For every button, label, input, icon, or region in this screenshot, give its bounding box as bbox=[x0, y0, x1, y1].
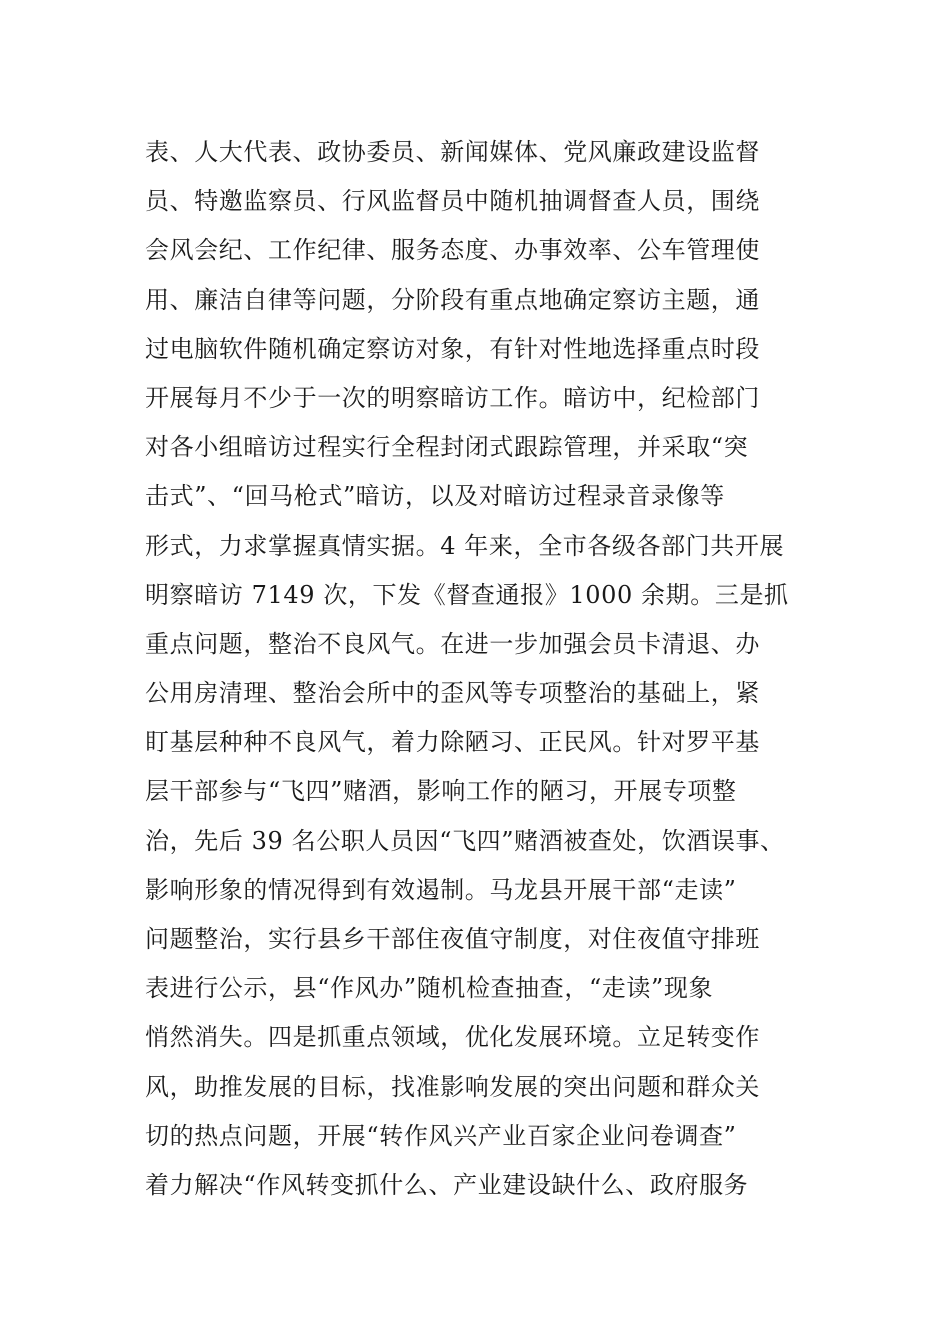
text-line: 员、特邀监察员、行风监督员中随机抽调督查人员，围绕 bbox=[145, 187, 760, 216]
text-line: 会风会纪、工作纪律、服务态度、办事效率、公车管理使 bbox=[145, 236, 760, 265]
text-line: 影响形象的情况得到有效遏制。马龙县开展干部“走读” bbox=[145, 875, 737, 904]
text-line: 着力解决“作风转变抓什么、产业建设缺什么、政府服务 bbox=[145, 1170, 749, 1199]
text-line: 过电脑软件随机确定察访对象，有针对性地选择重点时段 bbox=[145, 334, 760, 363]
text-line: 重点问题，整治不良风气。在进一步加强会员卡清退、办 bbox=[145, 629, 760, 658]
text-line: 明察暗访 7149 次，下发《督查通报》1000 余期。三是抓 bbox=[145, 580, 789, 609]
text-line: 公用房清理、整治会所中的歪风等专项整治的基础上，紧 bbox=[145, 679, 760, 708]
text-line: 开展每月不少于一次的明察暗访工作。暗访中，纪检部门 bbox=[145, 383, 760, 412]
text-line: 切的热点问题，开展“转作风兴产业百家企业问卷调查” bbox=[145, 1121, 737, 1150]
body-paragraph bbox=[145, 128, 825, 1210]
text-line: 悄然消失。四是抓重点领域，优化发展环境。立足转变作 bbox=[145, 1023, 760, 1052]
text-line: 击式”、“回马枪式”暗访，以及对暗访过程录音录像等 bbox=[145, 482, 725, 511]
text-line: 风，助推发展的目标，找准影响发展的突出问题和群众关 bbox=[145, 1072, 760, 1101]
text-line: 表进行公示，县“作风办”随机检查抽查，“走读”现象 bbox=[145, 974, 714, 1003]
text-line: 层干部参与“飞四”赌酒，影响工作的陋习，开展专项整 bbox=[145, 777, 737, 806]
text-line: 治，先后 39 名公职人员因“飞四”赌酒被查处，饮酒误事、 bbox=[145, 826, 785, 855]
text-line: 形式，力求掌握真情实据。4 年来，全市各级各部门共开展 bbox=[145, 531, 785, 560]
text-line: 用、廉洁自律等问题，分阶段有重点地确定察访主题，通 bbox=[145, 285, 760, 314]
text-line: 表、人大代表、政协委员、新闻媒体、党风廉政建设监督 bbox=[145, 138, 760, 166]
text-line: 对各小组暗访过程实行全程封闭式跟踪管理，并采取“突 bbox=[145, 433, 749, 462]
text-line: 问题整治，实行县乡干部住夜值守制度，对住夜值守排班 bbox=[145, 925, 760, 953]
text-line: 盯基层种种不良风气，着力除陋习、正民风。针对罗平基 bbox=[145, 728, 760, 757]
